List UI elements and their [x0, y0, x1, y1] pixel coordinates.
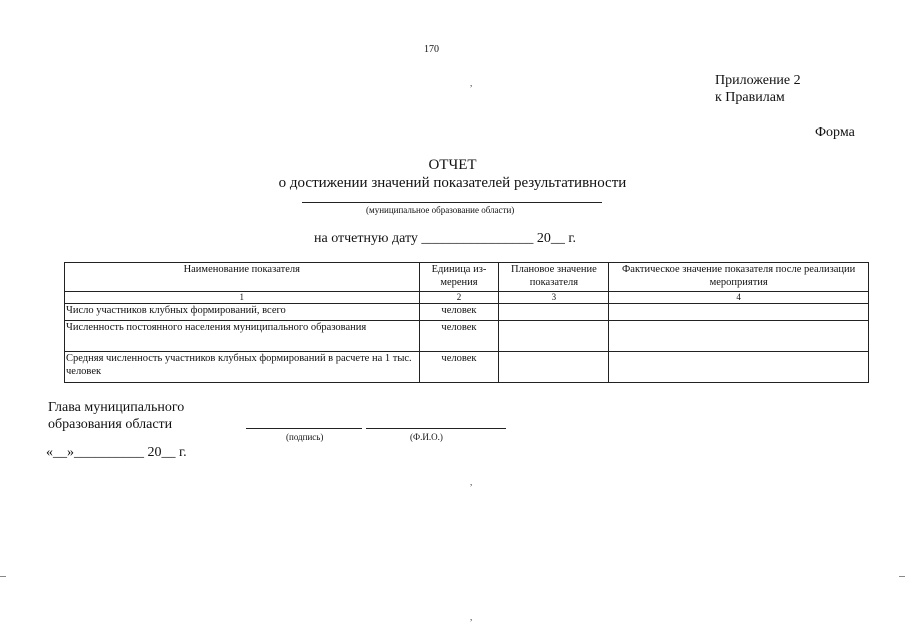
row-planned-value [499, 304, 609, 321]
row-planned-value [499, 321, 609, 352]
row-actual-value [609, 321, 869, 352]
signature-line [246, 428, 362, 429]
scan-speck: , [470, 612, 473, 622]
signatory-title-line-2: образования области [48, 417, 173, 432]
municipality-underline [302, 202, 602, 203]
row-indicator-name: Средняя численность участников клубных формирований в расчете на 1 тыс. человек [65, 352, 420, 383]
form-label: Форма [815, 125, 855, 140]
name-caption: (Ф.И.О.) [410, 432, 443, 442]
row-unit: человек [419, 304, 499, 321]
signatory-title [48, 399, 184, 433]
table-row [65, 321, 869, 352]
scan-speck: , [470, 78, 473, 88]
header-indicator-name: Наименование показателя [65, 263, 420, 292]
header-unit: Единица из-мерения [419, 263, 499, 292]
column-number: 4 [609, 292, 869, 304]
indicators-table [64, 262, 869, 383]
row-planned-value [499, 352, 609, 383]
row-indicator-name: Число участников клубных формирований, всего [65, 304, 420, 321]
appendix-line-2: к Правилам [715, 90, 785, 105]
name-line [366, 428, 506, 429]
appendix-line-1: Приложение 2 [715, 73, 801, 88]
document-title [0, 156, 905, 192]
appendix-block [715, 72, 801, 106]
municipality-caption: (муниципальное образование области) [366, 205, 515, 215]
signatory-title-line-1: Глава муниципального [48, 400, 185, 415]
table-column-numbers-row [65, 292, 869, 304]
table-row [65, 304, 869, 321]
row-actual-value [609, 352, 869, 383]
report-date: на отчетную дату ________________ 20__ г. [314, 231, 577, 246]
scan-speck: , [470, 477, 473, 487]
scan-edge-mark [0, 576, 6, 577]
title-subtitle: о достижении значений показателей результативности [278, 175, 627, 191]
header-actual-value: Фактическое значение показателя после реализации мероприятия [609, 263, 869, 292]
column-number: 1 [65, 292, 420, 304]
row-indicator-name: Численность постоянного населения муниципального образования [65, 321, 420, 352]
page-number: 170 [424, 44, 439, 55]
signature-date: «__»__________ 20__ г. [46, 445, 187, 460]
scan-edge-mark [899, 576, 905, 577]
table-row [65, 352, 869, 383]
column-number: 2 [419, 292, 499, 304]
table-header-row [65, 263, 869, 292]
header-planned-value: Плановое значение показателя [499, 263, 609, 292]
title-main: ОТЧЕТ [428, 157, 477, 173]
column-number: 3 [499, 292, 609, 304]
signature-caption: (подпись) [286, 432, 324, 442]
row-unit: человек [419, 352, 499, 383]
row-actual-value [609, 304, 869, 321]
row-unit: человек [419, 321, 499, 352]
